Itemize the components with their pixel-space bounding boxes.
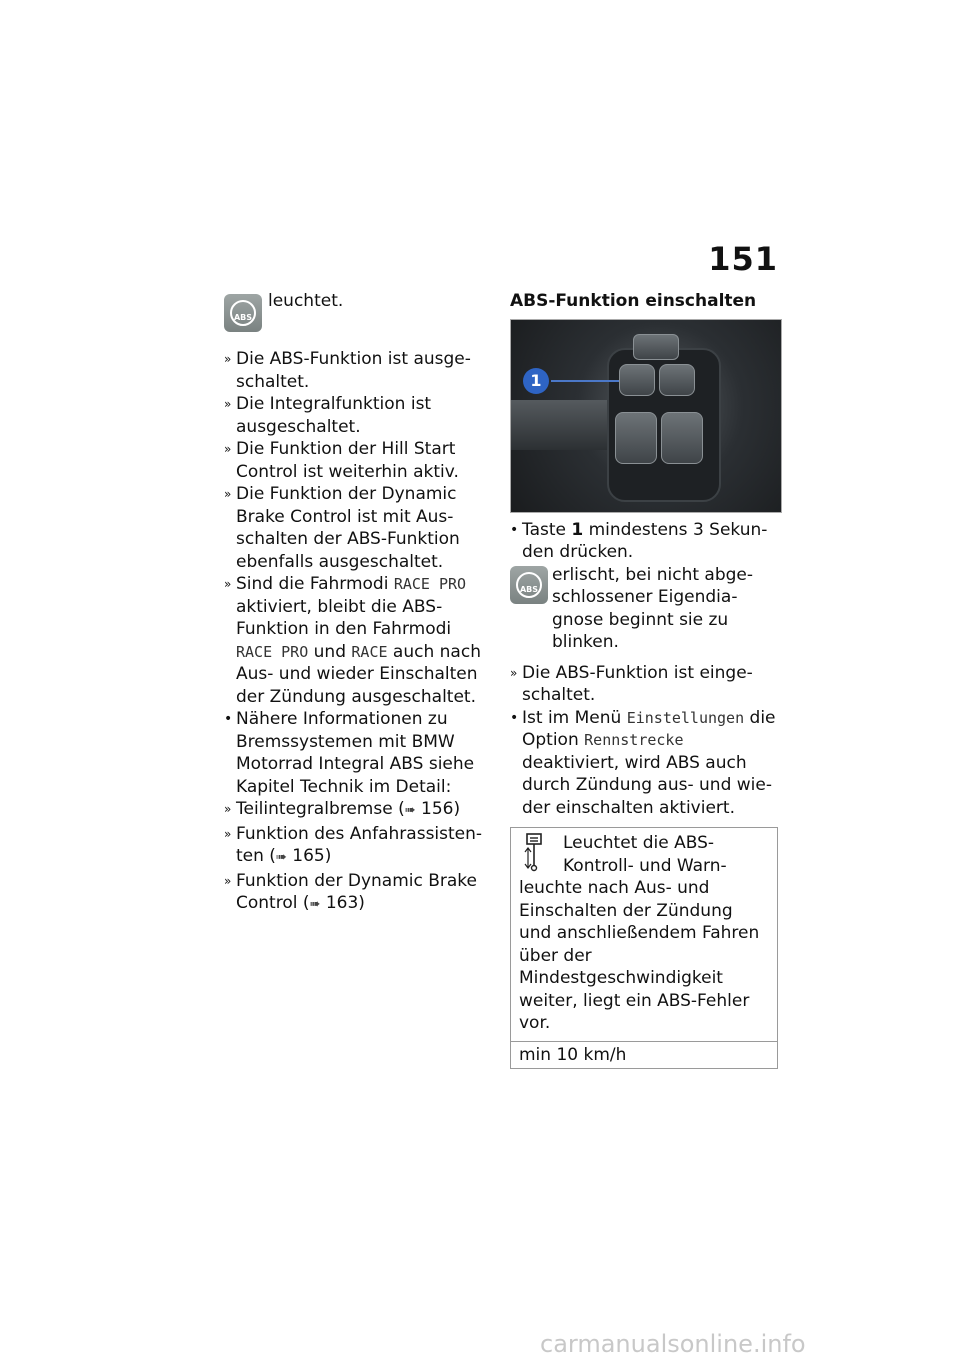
info-item: • Nähere Informationen zu Bremssystemen mit BMW Motorrad Integral ABS siehe Kapitel Technik im Detail: — [224, 709, 475, 797]
list-item: » Die Integralfunktion ist ausgeschaltet. — [224, 394, 432, 437]
menu-settings: Einstellungen — [626, 708, 745, 727]
menu-item-note: • Ist im Menü Einstellungen die Option Rennstrecke deaktiviert, wird ABS auch durch Zündung aus- und wieder einschalten aktiviert. — [510, 707, 776, 818]
min-speed-value: min 10 km/h — [511, 1041, 777, 1069]
list-item: » Die ABS-Funktion ist ausgeschaltet. — [224, 349, 471, 392]
service-wrench-icon — [519, 832, 557, 876]
right-result-list — [510, 662, 782, 820]
left-result-list — [224, 348, 492, 917]
list-item: » Die Funktion der Hill Start Control ist weiterhin aktiv. — [224, 439, 459, 482]
warning-text: Leuchtet die ABS-Kontroll- und Warnleuchte nach Aus- und Einschalten der Zündung und anschließendem Fahren über der Mindestgeschwindigkeit weiter, liegt ein ABS-Fehler vor. — [519, 833, 760, 1033]
cross-reference[interactable]: » Funktion der Dynamic Brake Control (➠ 163) — [224, 870, 477, 913]
callout-1: 1 — [523, 368, 549, 394]
watermark: carmanualsonline.info — [540, 1330, 806, 1358]
abs-warning-light-icon: ABS — [510, 566, 548, 604]
option-racetrack: Rennstrecke — [584, 731, 684, 749]
page-reference-icon: ➠ — [275, 850, 287, 865]
cross-reference[interactable]: » Teilintegralbremse (➠ 156) — [224, 799, 461, 819]
abs-indicator-label: leuchtet. — [268, 291, 344, 311]
list-item: » Die Funktion der Dynamic Brake Control ist mit Ausschalten der ABS-Funktion ebenfalls ausgeschaltet. — [224, 484, 460, 572]
handlebar-switch-photo — [510, 319, 782, 513]
mode-race-pro: RACE PRO — [393, 575, 467, 593]
mode-race: RACE — [351, 642, 388, 661]
cross-reference[interactable]: » Funktion des Anfahrassistenten (➠ 165) — [224, 823, 483, 866]
mode-race-pro: RACE PRO — [236, 642, 309, 661]
left-column — [224, 290, 492, 917]
right-column — [510, 290, 782, 1069]
race-mode-item: » Sind die Fahrmodi RACE PRO aktiviert, bleibt die ABS-Funktion in den Fahrmodi RACE PRO und RACE auch nach Aus- und wieder Einschalten der Zündung ausgeschaltet. — [224, 574, 481, 707]
warning-box — [510, 827, 778, 1069]
abs-warning-light-icon: ABS — [224, 294, 262, 332]
section-heading: ABS-Funktion einschalten — [510, 291, 757, 311]
page-reference-icon: ➠ — [404, 803, 416, 818]
page-reference-icon: ➠ — [309, 897, 321, 912]
list-item: » Die ABS-Funktion ist eingeschaltet. — [510, 662, 753, 705]
abs-indicator-note: ABS erlischt, bei nicht abgeschlossener Eigendiagnose beginnt sie zu blinken. — [510, 564, 782, 654]
right-step-list — [510, 519, 782, 564]
page-number: 151 — [708, 240, 778, 278]
step-item: • Taste 1 mindestens 3 Sekunden drücken. — [510, 519, 768, 562]
abs-indicator-row — [224, 290, 492, 334]
